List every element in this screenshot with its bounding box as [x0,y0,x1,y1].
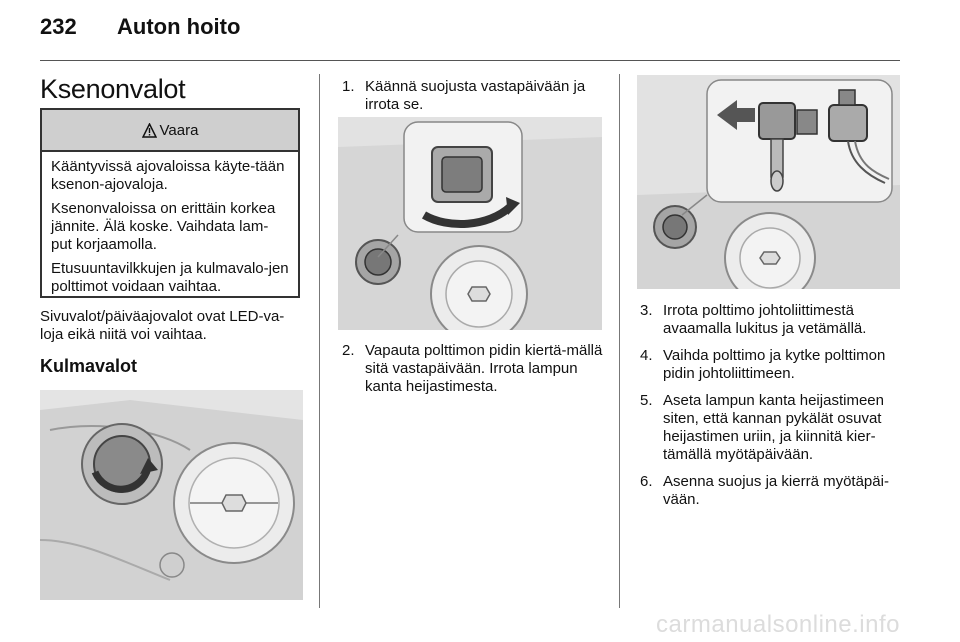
warning-header [42,110,298,152]
page-number: 232 [40,14,77,39]
list-item [338,342,606,396]
column-divider [319,74,320,608]
subheading: Kulmavalot [40,356,138,376]
warning-box [40,108,300,298]
warning-paragraph: Ksenonvaloissa on erittäin korkea jännite. Älä koske. Vaihdata lam-put korjaamolla. [51,200,276,253]
chapter-title: Auton hoito [117,14,241,39]
step-number: 6. [640,473,653,490]
list-item [636,473,904,509]
info-paragraph: Sivuvalot/päiväajovalot ovat LED-va-loja eikä niitä voi vaihtaa. [40,308,285,343]
step-number: 3. [640,302,653,319]
watermark: carmanualsonline.info [656,611,900,638]
step-text: Aseta lampun kanta heijastimeen siten, että kannan pykälät osuvat heijastimen uriin, ja kiinnitä kier-tämällä myötäpäivään. [663,392,884,463]
step-text: Irrota polttimo johtoliittimestä avaamalla lukitus ja vetämällä. [663,302,867,337]
step-text: Vapauta polttimon pidin kiertä-mällä sitä vastapäivään. Irrota lampun kanta heijastimesta. [365,342,603,395]
step-text: Vaihda polttimo ja kytke polttimon pidin johtoliittimeen. [663,347,886,382]
warning-triangle-icon [142,123,157,138]
list-item [636,347,904,383]
list-item [338,78,606,114]
list-item [636,392,904,464]
section-title: Ksenonvalot [40,74,186,104]
step-number: 1. [342,78,355,95]
step-number: 4. [640,347,653,364]
step-number: 2. [342,342,355,359]
warning-paragraph: Kääntyvissä ajovaloissa käyte-tään ksenon-ajovaloja. [51,158,285,193]
warning-body [42,152,298,308]
step-list-col2b [338,342,606,405]
list-item [636,302,904,338]
cover-removal-illustration [338,117,602,330]
warning-paragraph: Etusuuntavilkkujen ja kulmavalo-jen polttimot voidaan vaihtaa. [51,260,289,295]
header-divider [40,60,900,61]
step-text: Asenna suojus ja kierrä myötäpäi-vään. [663,473,889,508]
bulb-connector-illustration [637,75,900,289]
corner-lamp-illustration [40,390,303,600]
step-number: 5. [640,392,653,409]
step-text: Käännä suojusta vastapäivään ja irrota se. [365,78,586,113]
column-divider [619,74,620,608]
step-list-col3 [636,302,904,518]
warning-title: Vaara [159,121,199,139]
